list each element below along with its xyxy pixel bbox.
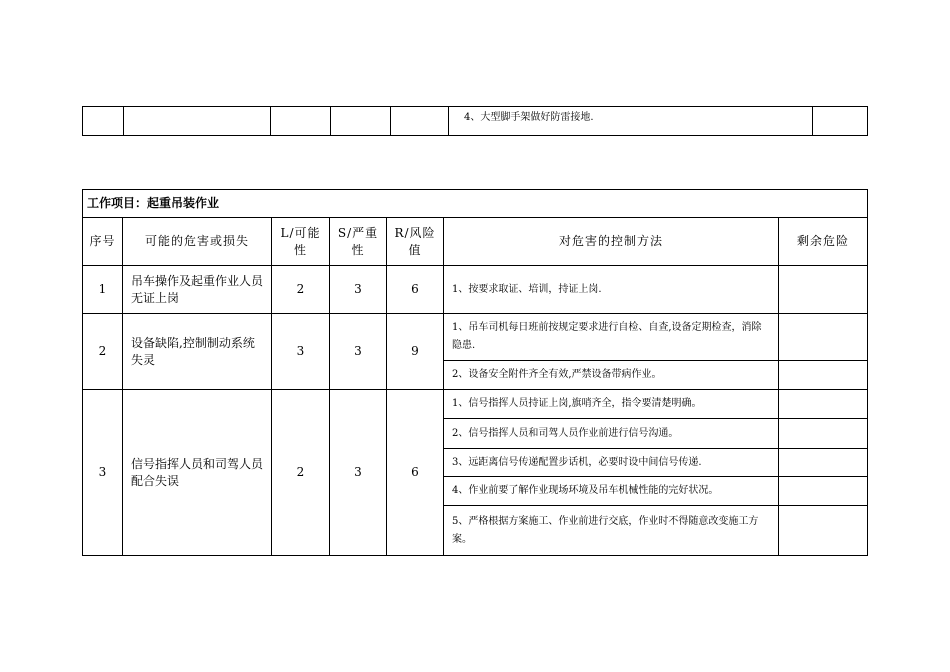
col-divider — [448, 107, 449, 135]
row-2-risk: 9 — [411, 344, 419, 358]
col-divider — [390, 107, 391, 135]
row-2-likelihood: 3 — [296, 344, 305, 358]
header-severity: S/严重性 — [337, 225, 379, 257]
header-control: 对危害的控制方法 — [558, 234, 663, 248]
row-3-severity: 3 — [354, 465, 362, 479]
col-divider — [330, 107, 331, 135]
section-title: 工作项目：起重吊装作业 — [87, 196, 220, 210]
row-3-seq: 3 — [98, 465, 107, 479]
row-1-likelihood: 2 — [296, 282, 305, 296]
row-3-likelihood: 2 — [296, 465, 305, 479]
row-3-method-3: 3、远距离信号传递配置步话机，必要时设中间信号传递. — [452, 456, 702, 468]
row-3-method-2: 2、信号指挥人员和司驾人员作业前进行信号沟通。 — [452, 427, 679, 439]
header-risk: R/风险值 — [394, 225, 436, 257]
row-2-severity: 3 — [354, 344, 362, 358]
col-divider — [123, 107, 124, 135]
row-1-hazard: 吊车操作及起重作业人员无证上岗 — [131, 273, 264, 305]
row-1-seq: 1 — [98, 282, 107, 296]
continuation-row — [82, 106, 868, 136]
row-3-risk: 6 — [411, 465, 419, 479]
row-3-method-5: 5、严格根据方案施工、作业前进行交底，作业时不得随意改变施工方案。 — [452, 515, 759, 545]
header-residual: 剩余危险 — [796, 234, 849, 248]
col-divider — [812, 107, 813, 135]
continuation-method-text: 4、大型脚手架做好防雷接地. — [464, 112, 594, 123]
col-divider — [270, 107, 271, 135]
header-seq: 序号 — [89, 234, 116, 248]
row-3-hazard: 信号指挥人员和司驾人员配合失误 — [131, 456, 264, 488]
hazard-table — [82, 189, 868, 556]
row-1-severity: 3 — [354, 282, 362, 296]
row-3-method-4: 4、作业前要了解作业现场环境及吊车机械性能的完好状况。 — [452, 485, 719, 496]
row-1-risk: 6 — [411, 282, 419, 296]
row-2-method-2: 2、设备安全附件齐全有效,严禁设备带病作业。 — [452, 369, 662, 380]
row-3-method-1: 1、信号指挥人员持证上岗,旗哨齐全，指令要清楚明确。 — [452, 398, 702, 409]
header-likelihood: L/可能性 — [280, 225, 321, 257]
row-2-seq: 2 — [98, 344, 107, 358]
row-2-hazard: 设备缺陷,控制制动系统失灵 — [131, 335, 255, 367]
header-hazard: 可能的危害或损失 — [144, 234, 249, 248]
row-1-method-1: 1、按要求取证、培训，持证上岗. — [452, 283, 602, 295]
row-2-method-1: 1、吊车司机每日班前按规定要求进行自检、自查,设备定期检查，消除隐患. — [452, 322, 762, 351]
